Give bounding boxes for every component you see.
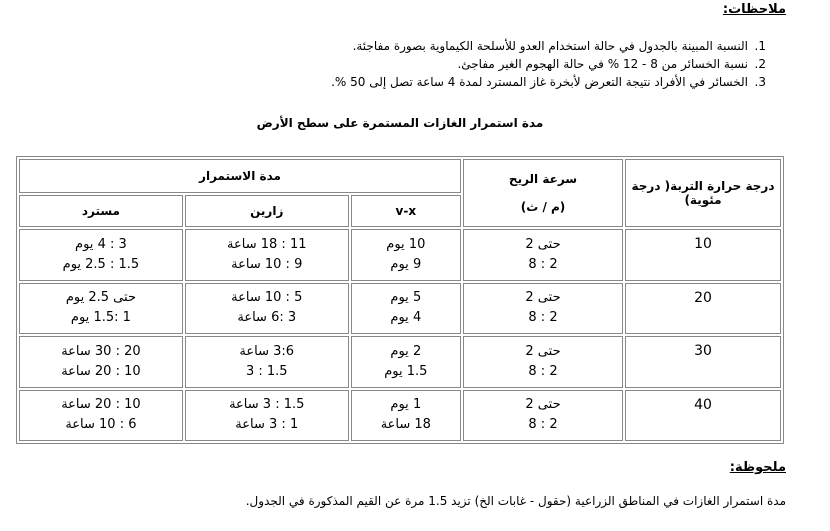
cell-line: 2 يوم <box>390 343 422 359</box>
cell-line: 2 : 8 <box>528 256 558 272</box>
cell-line: 3 : 4 يوم <box>75 236 127 252</box>
temp-cell: 40 <box>625 390 781 442</box>
vx-cell <box>351 229 461 281</box>
wind-cell <box>463 336 623 388</box>
gas-duration-table <box>16 156 784 444</box>
cell-line: حتى 2 <box>525 236 561 252</box>
cell-line: 2 : 8 <box>528 363 558 379</box>
remark-text: مدة استمرار الغازات في المناطق الزراعية (حقول - غابات الخ) تزيد 1.5 مرة عن القيم المذكورة في الجدول. <box>245 494 786 508</box>
note-item <box>166 73 766 91</box>
cell-line: 10 : 20 ساعة <box>61 397 141 413</box>
mustard-cell <box>19 336 183 388</box>
wind-cell <box>463 229 623 281</box>
vx-cell <box>351 390 461 442</box>
table-row <box>19 283 781 335</box>
note-item <box>166 55 766 73</box>
header-wind-unit: (م / ث) <box>520 200 566 214</box>
header-mustard: مسترد <box>19 195 183 227</box>
note-text: الخسائر في الأفراد نتيجة التعرض لأبخرة غاز المسترد لمدة 4 ساعة تصل إلى 50 %. <box>331 75 748 89</box>
table-row <box>19 229 781 281</box>
header-vx: v-x <box>351 195 461 227</box>
cell-line: 4 يوم <box>390 310 422 326</box>
temp-cell: 20 <box>625 283 781 335</box>
header-duration: مدة الاستمرار <box>19 159 461 193</box>
mustard-cell <box>19 283 183 335</box>
table-row <box>19 390 781 442</box>
cell-line: حتى 2.5 يوم <box>65 290 136 306</box>
cell-line: حتى 2 <box>525 290 561 306</box>
temp-cell: 30 <box>625 336 781 388</box>
note-text: نسبة الخسائر من 8 - 12 % في حالة الهجوم الغير مفاجئ. <box>457 57 748 71</box>
cell-line: حتى 2 <box>525 397 561 413</box>
cell-line: 10 : 20 ساعة <box>61 363 141 379</box>
wind-cell <box>463 390 623 442</box>
cell-line: 3:6 ساعة <box>239 343 295 359</box>
header-temperature: درجة حرارة التربة( درجة مئوية) <box>625 159 781 227</box>
cell-line: 20 : 30 ساعة <box>61 343 141 359</box>
mustard-cell <box>19 390 183 442</box>
sarin-cell <box>185 229 349 281</box>
cell-line: 1.5 يوم <box>384 363 428 379</box>
cell-line: 1 يوم <box>390 397 422 413</box>
cell-line: 2 : 8 <box>528 417 558 433</box>
cell-line: 11 : 18 ساعة <box>227 236 307 252</box>
cell-line: 5 : 10 ساعة <box>231 290 303 306</box>
cell-line: 2 : 8 <box>528 310 558 326</box>
cell-line: 1.5 : 2.5 يوم <box>62 256 140 272</box>
sarin-cell <box>185 283 349 335</box>
mustard-cell <box>19 229 183 281</box>
cell-line: 18 ساعة <box>380 417 431 433</box>
cell-line: 1.5 : 3 <box>245 363 288 379</box>
note-number: 3. <box>754 75 766 89</box>
cell-line: 5 يوم <box>390 290 422 306</box>
header-wind-label: سرعة الريح <box>508 172 578 186</box>
notes-list <box>166 37 766 91</box>
remark-heading: ملحوظة: <box>729 460 786 475</box>
vx-cell <box>351 283 461 335</box>
wind-cell <box>463 283 623 335</box>
sarin-cell <box>185 390 349 442</box>
cell-line: 6 : 10 ساعة <box>65 417 137 433</box>
table-row <box>19 336 781 388</box>
cell-line: 10 يوم <box>386 236 426 252</box>
note-number: 1. <box>754 39 766 53</box>
cell-line: 9 يوم <box>390 256 422 272</box>
cell-line: 9 : 10 ساعة <box>231 256 303 272</box>
note-text: النسبة المبينة بالجدول في حالة استخدام العدو للأسلحة الكيماوية بصورة مفاجئة. <box>352 39 748 53</box>
sarin-cell <box>185 336 349 388</box>
cell-line: 1 : 3 ساعة <box>235 417 299 433</box>
header-row <box>19 159 781 193</box>
cell-line: 1 :1.5 يوم <box>70 310 131 326</box>
cell-line: حتى 2 <box>525 343 561 359</box>
note-number: 2. <box>754 57 766 71</box>
cell-line: 1.5 : 3 ساعة <box>229 397 305 413</box>
table-caption: مدة استمرار الغازات المستمرة على سطح الأرض <box>256 116 544 130</box>
cell-line: 3 :6 ساعة <box>237 310 297 326</box>
temp-cell: 10 <box>625 229 781 281</box>
notes-heading: ملاحظات: <box>722 2 786 17</box>
header-wind-speed <box>463 159 623 227</box>
note-item <box>166 37 766 55</box>
vx-cell <box>351 336 461 388</box>
header-sarin: زارين <box>185 195 349 227</box>
